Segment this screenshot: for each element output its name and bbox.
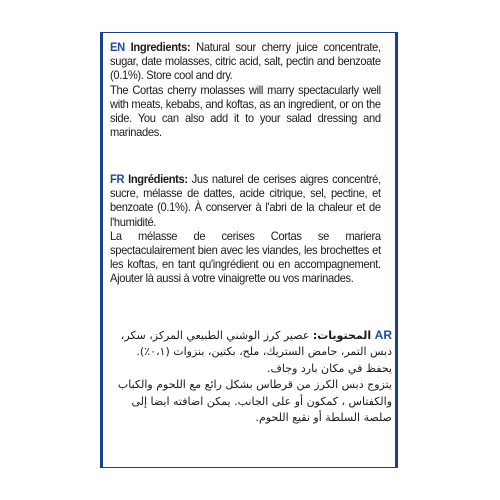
arabic-description: يتزوج دبس الكرز من قرطاس بشكل رائع مع اللحوم والكباب والكفتاس ، كمكون أو على الجانب. يمكن اضافته ايضا إلى صلصة السلطة أو نقيع اللحوم. — [117, 378, 392, 425]
french-language-code: FR — [110, 173, 125, 186]
french-ingredients-paragraph — [110, 173, 381, 230]
ingredients-label-panel — [100, 32, 398, 468]
french-description: La mélasse de cerises Cortas se mariera spectaculairement bien avec les viandes, les brochettes et les koftas, en tant qu'ingrédient ou en accompagnement. Ajouter là aussi à votre vinaigrette ou vos marinades. — [110, 229, 381, 286]
english-ingredients-text: Natural sour cherry juice concentrate, sugar, date molasses, citric acid, salt, pectin and benzoate (0.1%). Store cool and dry. — [110, 41, 381, 83]
english-section — [110, 41, 381, 140]
arabic-language-code: AR — [374, 328, 392, 342]
french-section — [110, 173, 381, 287]
arabic-ingredients-heading: المحتويات: — [312, 329, 372, 342]
arabic-section — [110, 327, 392, 426]
french-ingredients-heading: Ingrédients: — [128, 173, 188, 186]
arabic-ingredients-text: عصير كرز الوشني الطبيعي المركز، سكر، دبس التمر، حامض الستريك، ملح، بكتين، بنزوات (٠،١٪). يحفظ في مكان بارد وجاف. — [120, 329, 392, 375]
english-description: The Cortas cherry molasses will marry spectacularly well with meats, kebabs, and koftas, as an ingredient, or on the side. You can also add it to your salad dressing and marinades. — [110, 83, 381, 140]
arabic-ingredients-paragraph — [110, 327, 392, 377]
french-ingredients-text: Jus naturel de cerises aigres concentré, sucre, mélasse de dattes, acide citrique, sel, pectine, et benzoate (0.1%). À conserver à l'abri de la chaleur et de l'humidité. — [110, 173, 381, 229]
english-ingredients-heading: Ingredients: — [130, 41, 191, 54]
english-ingredients-paragraph — [110, 41, 381, 84]
english-language-code: EN — [110, 41, 125, 54]
